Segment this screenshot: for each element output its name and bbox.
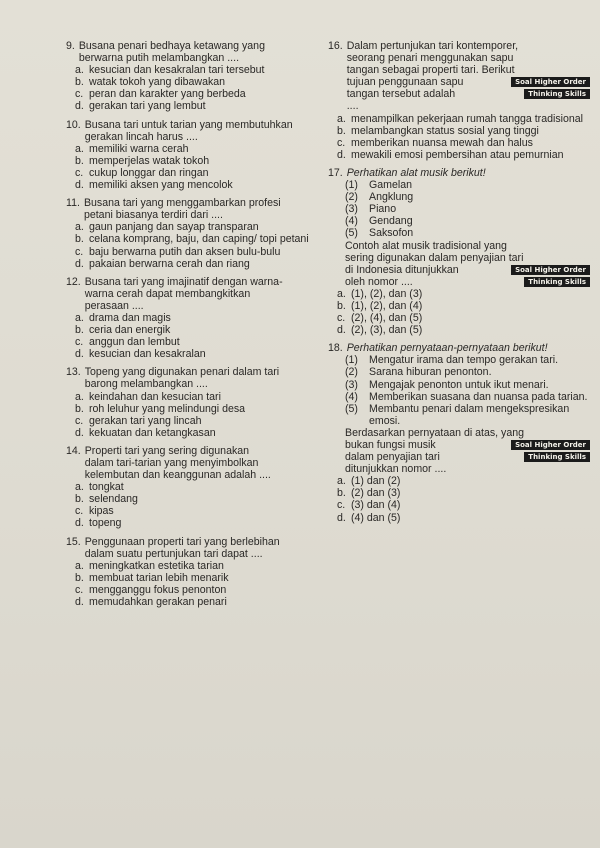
option-letter: d. xyxy=(75,257,84,270)
answer-option[interactable] xyxy=(337,324,590,336)
question-stem-line: seorang penari menggunakan sapu xyxy=(346,52,514,65)
question-number: 18. xyxy=(328,342,343,355)
question-stem-line: gerakan lincah harus .... xyxy=(84,130,198,143)
option-text: tongkat xyxy=(89,481,124,494)
option-text: (4) dan (5) xyxy=(351,511,401,524)
option-text: meningkatkan estetika tarian xyxy=(89,559,224,572)
question-stem-line: Properti tari yang sering digunakan xyxy=(84,444,250,457)
question-header xyxy=(66,119,320,143)
option-text: memberikan nuansa mewah dan halus xyxy=(351,136,533,149)
option-letter: d. xyxy=(75,100,84,113)
option-letter: d. xyxy=(75,426,84,439)
item-number: (3) xyxy=(345,378,358,391)
option-letter: a. xyxy=(75,221,84,234)
answer-option[interactable] xyxy=(75,88,320,100)
option-letter: d. xyxy=(337,148,346,161)
statement-item xyxy=(345,379,590,391)
option-letter: a. xyxy=(75,64,84,77)
hots-badge: Soal Higher Order xyxy=(511,440,590,450)
question-stem xyxy=(85,366,320,390)
option-text: (2), (3), dan (5) xyxy=(351,324,423,337)
answer-option[interactable] xyxy=(75,167,320,179)
option-text: celana komprang, baju, dan caping/ topi petani xyxy=(89,233,309,246)
option-text: roh leluhur yang melindungi desa xyxy=(89,402,246,415)
option-letter: a. xyxy=(75,481,84,494)
answer-option[interactable] xyxy=(75,427,320,439)
question-stem-line: Penggunaan properti tari yang berlebihan xyxy=(84,535,280,548)
statement-item xyxy=(345,215,590,227)
option-letter: c. xyxy=(75,336,84,349)
option-letter: c. xyxy=(75,88,84,101)
answer-option[interactable] xyxy=(75,100,320,112)
answer-option[interactable] xyxy=(337,149,590,161)
option-text: (1), (2), dan (3) xyxy=(351,287,423,300)
option-text: kesucian dan kesakralan tari tersebut xyxy=(89,64,265,77)
question-header xyxy=(66,197,320,221)
option-text: selendang xyxy=(89,493,138,506)
answer-option[interactable] xyxy=(75,246,320,258)
question-stem-line: Busana penari bedhaya ketawang yang xyxy=(78,40,265,52)
question-number: 15. xyxy=(66,535,81,548)
option-letter: b. xyxy=(75,402,84,415)
option-text: memudahkan gerakan penari xyxy=(89,596,227,609)
answer-option[interactable] xyxy=(75,596,320,608)
question-11 xyxy=(66,197,320,270)
option-text: membuat tarian lebih menarik xyxy=(89,571,229,584)
hots-badge: Soal Higher Order xyxy=(511,77,590,87)
question-header xyxy=(66,536,320,560)
question-stem-line: Busana tari yang imajinatif dengan warna- xyxy=(84,275,283,288)
question-stem-line: oleh nomor .... xyxy=(345,275,413,288)
option-letter: c. xyxy=(337,312,346,325)
option-letter: d. xyxy=(75,517,84,530)
statement-item xyxy=(345,179,590,191)
question-stem-line: Berdasarkan pernyataan di atas, yang xyxy=(345,426,525,439)
answer-option[interactable] xyxy=(75,179,320,191)
option-text: (2) dan (3) xyxy=(351,487,401,500)
answer-option[interactable] xyxy=(75,324,320,336)
question-stem-line: tangan tersebut adalah xyxy=(346,88,456,101)
answer-option[interactable] xyxy=(337,312,590,324)
option-text: (3) dan (4) xyxy=(351,499,401,512)
statement-item xyxy=(345,227,590,239)
answer-option[interactable] xyxy=(337,125,590,137)
option-text: pakaian berwarna cerah dan riang xyxy=(89,257,250,270)
option-letter: c. xyxy=(75,583,84,596)
item-text: Angklung xyxy=(369,191,414,204)
question-number: 13. xyxy=(66,366,81,379)
option-letter: b. xyxy=(337,299,346,312)
answer-option[interactable] xyxy=(337,475,590,487)
question-stem-line: Busana tari untuk tarian yang membutuhkan xyxy=(84,118,293,131)
question-stem-line: perasaan .... xyxy=(84,299,144,312)
option-text: gerakan tari yang lembut xyxy=(89,100,206,113)
question-number: 10. xyxy=(66,118,81,131)
option-letter: b. xyxy=(75,571,84,584)
option-letter: a. xyxy=(75,390,84,403)
option-letter: c. xyxy=(75,166,84,179)
question-stem-line: Contoh alat musik tradisional yang xyxy=(345,239,507,252)
item-number: (2) xyxy=(345,191,358,204)
option-letter: b. xyxy=(75,233,84,246)
question-stem-line: dalam penyajian tari xyxy=(345,451,440,464)
option-text: (1), (2), dan (4) xyxy=(351,299,423,312)
option-letter: b. xyxy=(337,124,346,137)
question-number: 9. xyxy=(66,40,75,52)
statement-item xyxy=(345,354,590,366)
option-letter: c. xyxy=(75,245,84,258)
question-18 xyxy=(328,342,590,523)
question-heading: Perhatikan alat musik berikut! xyxy=(346,166,486,179)
left-column xyxy=(66,40,320,614)
item-text: Gendang xyxy=(369,215,413,228)
item-text: Sarana hiburan penonton. xyxy=(369,366,492,379)
option-letter: d. xyxy=(75,596,84,609)
answer-option[interactable] xyxy=(75,143,320,155)
answer-option[interactable] xyxy=(75,415,320,427)
question-14 xyxy=(66,445,320,530)
answer-option[interactable] xyxy=(75,258,320,270)
question-12 xyxy=(66,276,320,361)
question-number: 14. xyxy=(66,444,81,457)
option-text: melambangkan status sosial yang tinggi xyxy=(351,124,539,137)
question-header xyxy=(66,40,320,64)
answer-option[interactable] xyxy=(75,572,320,584)
item-number: (5) xyxy=(345,227,358,240)
option-letter: a. xyxy=(337,287,346,300)
answer-option[interactable] xyxy=(337,487,590,499)
answer-option[interactable] xyxy=(75,76,320,88)
option-text: peran dan karakter yang berbeda xyxy=(89,88,246,101)
option-letter: c. xyxy=(75,505,84,518)
question-stem xyxy=(79,40,320,64)
option-letter: d. xyxy=(337,324,346,337)
item-text: Piano xyxy=(369,203,397,216)
option-text: ceria dan energik xyxy=(89,324,171,337)
option-text: (2), (4), dan (5) xyxy=(351,312,423,325)
option-letter: a. xyxy=(337,112,346,125)
hots-badge: Soal Higher Order xyxy=(511,265,590,275)
option-letter: b. xyxy=(75,76,84,89)
answer-dots: .... xyxy=(346,100,359,113)
option-letter: c. xyxy=(75,414,84,427)
option-text: memperjelas watak tokoh xyxy=(89,154,210,167)
answer-option[interactable] xyxy=(75,348,320,360)
option-letter: a. xyxy=(75,311,84,324)
answer-option[interactable] xyxy=(337,288,590,300)
item-text: Mengajak penonton untuk ikut menari. xyxy=(369,378,549,391)
question-stem-line: Dalam pertunjukan tari kontemporer, xyxy=(346,40,519,52)
option-letter: d. xyxy=(75,348,84,361)
answer-option[interactable] xyxy=(75,403,320,415)
statement-item xyxy=(345,403,590,427)
option-text: drama dan magis xyxy=(89,311,171,324)
question-stem-line: berwarna putih melambangkan .... xyxy=(78,52,240,65)
option-text: cukup longgar dan ringan xyxy=(89,166,209,179)
answer-option[interactable] xyxy=(337,300,590,312)
answer-option[interactable] xyxy=(75,560,320,572)
item-number: (5) xyxy=(345,402,358,415)
question-stem-line: petani biasanya terdiri dari .... xyxy=(83,209,223,222)
question-stem-line: Busana tari yang menggambarkan profesi xyxy=(83,197,281,210)
question-stem xyxy=(85,276,320,312)
answer-option[interactable] xyxy=(75,336,320,348)
item-number: (4) xyxy=(345,390,358,403)
question-stem-line: kelembutan dan keanggunan adalah .... xyxy=(84,469,271,482)
answer-option[interactable] xyxy=(75,584,320,596)
option-text: baju berwarna putih dan aksen bulu-bulu xyxy=(89,245,281,258)
question-stem-line: bukan fungsi musik xyxy=(345,439,436,451)
statement-item xyxy=(345,191,590,203)
option-letter: a. xyxy=(75,559,84,572)
answer-option[interactable] xyxy=(75,505,320,517)
item-text: Saksofon xyxy=(369,227,414,240)
option-text: (1) dan (2) xyxy=(351,475,401,488)
answer-option[interactable] xyxy=(75,481,320,493)
option-text: kipas xyxy=(89,505,114,518)
answer-option[interactable] xyxy=(337,137,590,149)
option-letter: d. xyxy=(75,179,84,192)
statement-item xyxy=(345,203,590,215)
question-stem-line: ditunjukkan nomor .... xyxy=(345,463,447,476)
option-text: kesucian dan kesakralan xyxy=(89,348,206,361)
question-heading: Perhatikan pernyataan-pernyataan berikut! xyxy=(346,342,548,355)
option-text: kekuatan dan ketangkasan xyxy=(89,426,216,439)
option-letter: d. xyxy=(337,511,346,524)
answer-option[interactable] xyxy=(75,233,320,245)
item-number: (1) xyxy=(345,354,358,367)
question-header xyxy=(66,445,320,481)
answer-option[interactable] xyxy=(75,312,320,324)
option-letter: a. xyxy=(75,142,84,155)
answer-option[interactable] xyxy=(337,499,590,511)
statement-item xyxy=(345,391,590,403)
question-9 xyxy=(66,40,320,113)
answer-option[interactable] xyxy=(75,391,320,403)
answer-option[interactable] xyxy=(337,113,590,125)
question-stem-line: dalam suatu pertunjukan tari dapat .... xyxy=(84,547,263,560)
option-text: mengganggu fokus penonton xyxy=(89,583,227,596)
hots-badge-sub: Thinking Skills xyxy=(524,277,590,287)
question-number: 17. xyxy=(328,166,343,179)
question-number: 11. xyxy=(66,197,80,210)
question-stem-line: tujuan penggunaan sapu xyxy=(346,76,464,89)
question-header xyxy=(66,276,320,312)
hots-badge-sub: Thinking Skills xyxy=(524,89,590,99)
item-number: (3) xyxy=(345,203,358,216)
item-text: Membantu penari dalam mengekspresikan emosi. xyxy=(369,402,570,427)
option-letter: b. xyxy=(337,487,346,500)
option-text: menampilkan pekerjaan rumah tangga tradisional xyxy=(351,112,584,125)
answer-option[interactable] xyxy=(75,64,320,76)
item-number: (1) xyxy=(345,179,358,192)
option-letter: b. xyxy=(75,154,84,167)
question-stem xyxy=(84,197,320,221)
question-stem-line: di Indonesia ditunjukkan xyxy=(345,263,459,276)
item-text: Memberikan suasana dan nuansa pada tarian. xyxy=(369,390,588,403)
option-text: memiliki warna cerah xyxy=(89,142,189,155)
question-stem xyxy=(85,119,320,143)
option-letter: a. xyxy=(337,475,346,488)
question-17 xyxy=(328,167,590,336)
right-column xyxy=(328,40,590,530)
question-stem-line: sering digunakan dalam penyajian tari xyxy=(345,251,524,264)
question-13 xyxy=(66,366,320,439)
statement-item xyxy=(345,366,590,378)
question-number: 16. xyxy=(328,40,343,52)
question-stem-line: Topeng yang digunakan penari dalam tari xyxy=(84,366,280,379)
item-text: Gamelan xyxy=(369,179,412,192)
question-number: 12. xyxy=(66,275,81,288)
option-letter: c. xyxy=(337,136,346,149)
question-stem xyxy=(85,536,320,560)
question-10 xyxy=(66,119,320,192)
option-text: gerakan tari yang lincah xyxy=(89,414,202,427)
option-letter: b. xyxy=(75,324,84,337)
option-letter: b. xyxy=(75,493,84,506)
option-text: memiliki aksen yang mencolok xyxy=(89,179,233,192)
item-text: Mengatur irama dan tempo gerakan tari. xyxy=(369,354,559,367)
answer-option[interactable] xyxy=(337,512,590,524)
option-letter: c. xyxy=(337,499,346,512)
option-text: anggun dan lembut xyxy=(89,336,180,349)
item-number: (2) xyxy=(345,366,358,379)
answer-option[interactable] xyxy=(75,517,320,529)
question-stem xyxy=(85,445,320,481)
question-15 xyxy=(66,536,320,609)
question-16 xyxy=(328,40,590,161)
question-header xyxy=(66,366,320,390)
answer-option[interactable] xyxy=(75,221,320,233)
option-text: topeng xyxy=(89,517,122,530)
question-stem-line: barong melambangkan .... xyxy=(84,378,208,391)
option-text: gaun panjang dan sayap transparan xyxy=(89,221,259,234)
option-text: keindahan dan kesucian tari xyxy=(89,390,221,403)
option-text: mewakili emosi pembersihan atau pemurnian xyxy=(351,148,564,161)
question-stem-line: tangan sebagai properti tari. Berikut xyxy=(346,64,515,77)
hots-badge-sub: Thinking Skills xyxy=(524,452,590,462)
question-stem-line: warna cerah dapat membangkitkan xyxy=(84,287,251,300)
answer-option[interactable] xyxy=(75,493,320,505)
item-number: (4) xyxy=(345,215,358,228)
answer-option[interactable] xyxy=(75,155,320,167)
option-text: watak tokoh yang dibawakan xyxy=(89,76,226,89)
question-stem-line: dalam tari-tarian yang menyimbolkan xyxy=(84,457,259,469)
